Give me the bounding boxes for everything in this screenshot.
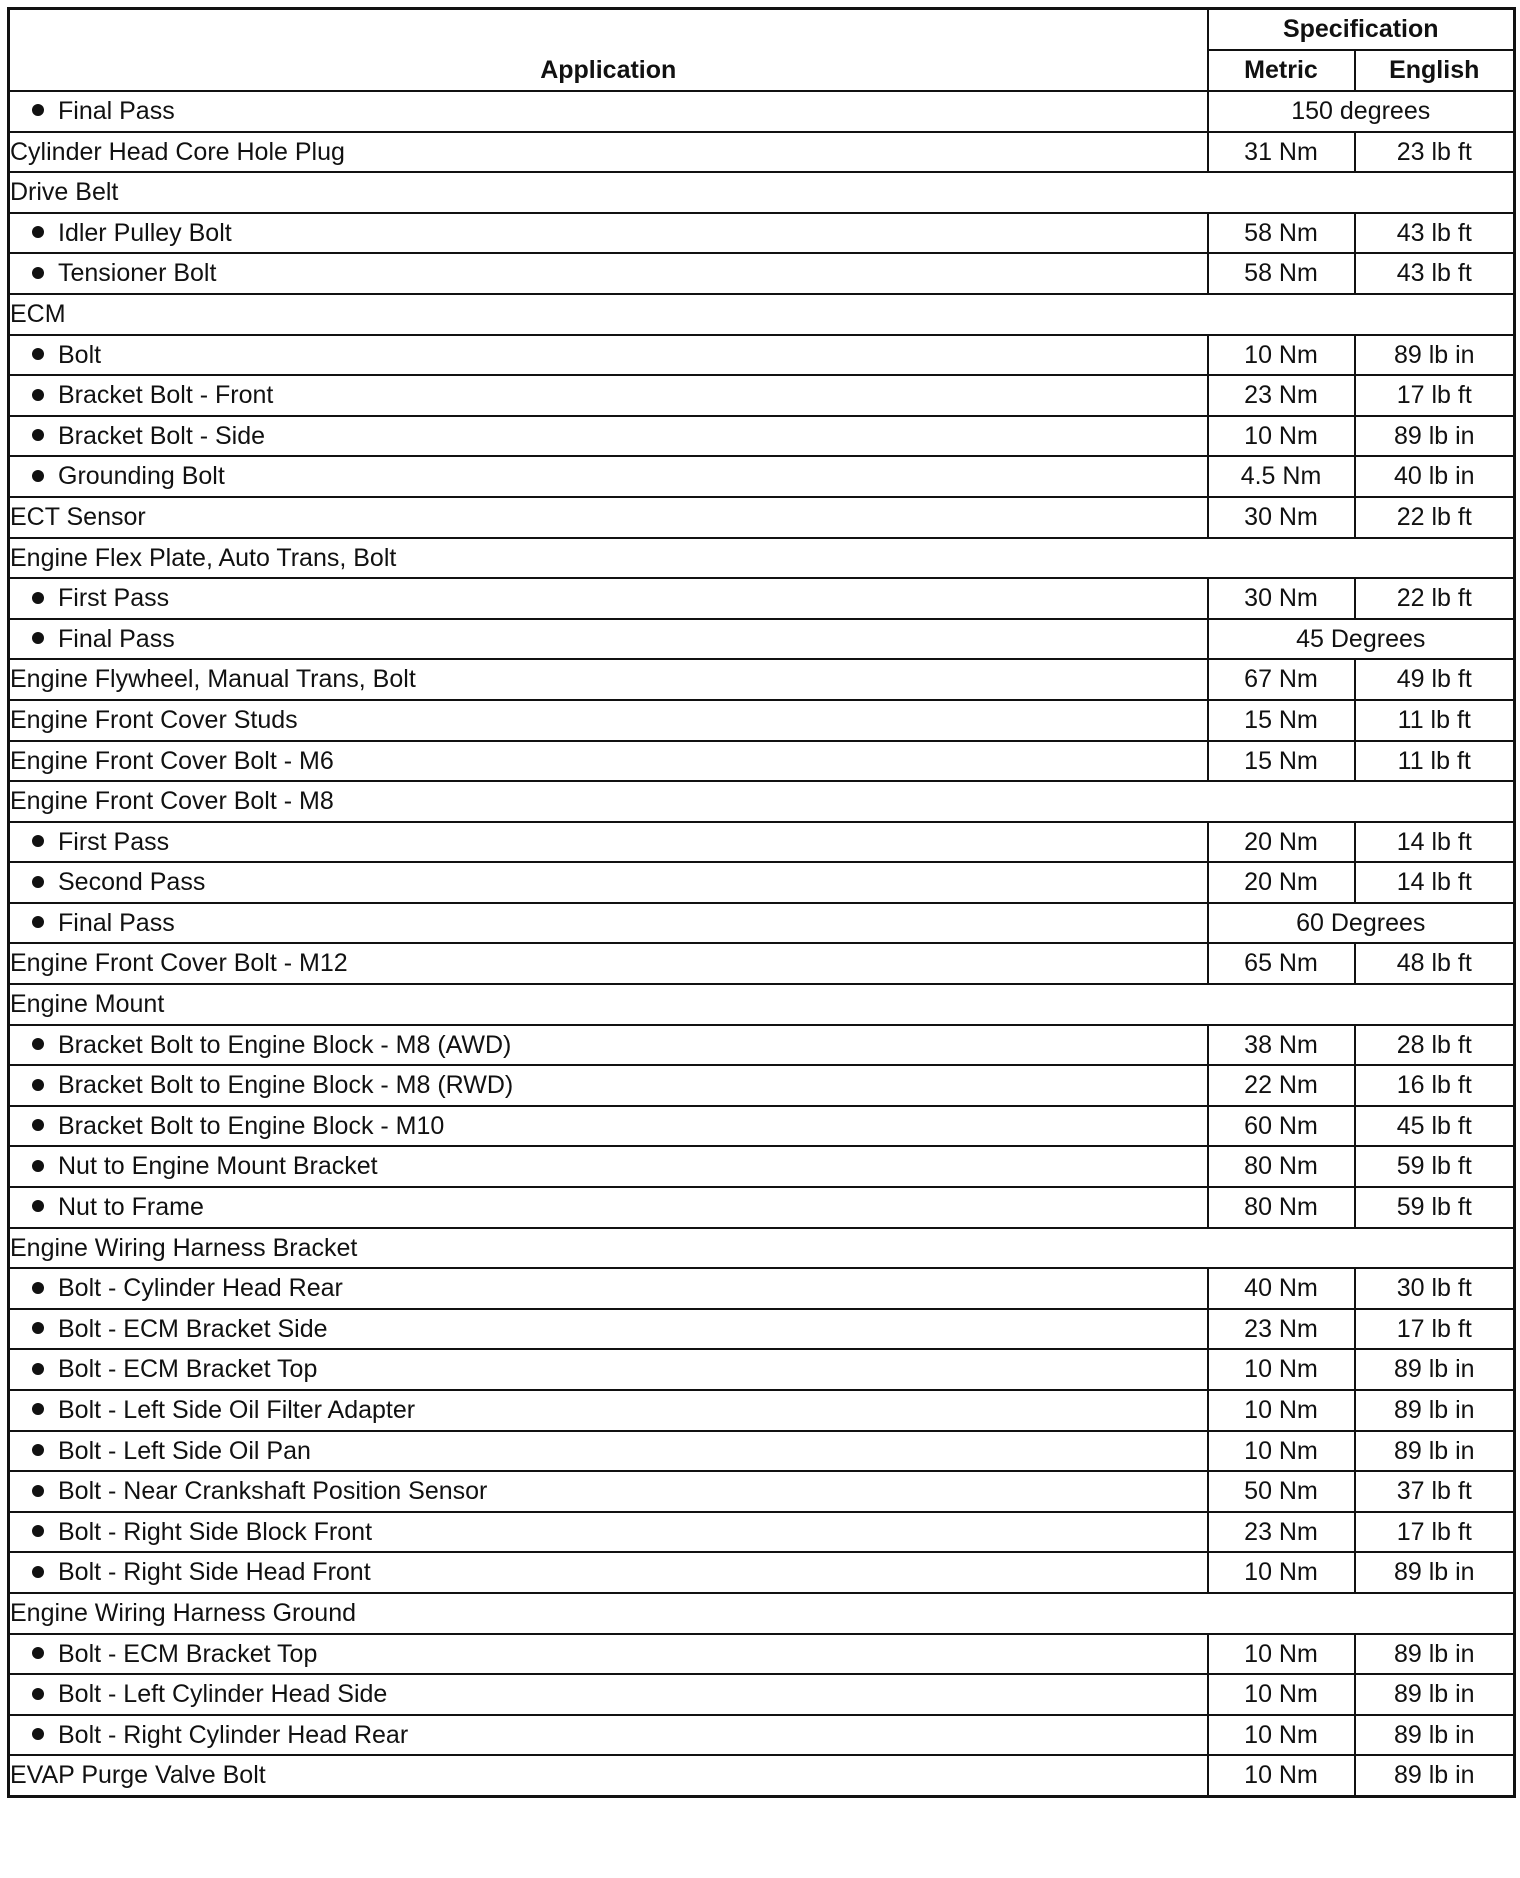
application-label: Bolt - Left Cylinder Head Side: [58, 1680, 388, 1709]
bullet-icon: [32, 1525, 44, 1537]
specification-cell: 150 degrees: [1208, 91, 1515, 132]
table-row: [9, 416, 1515, 457]
application-cell: [9, 1512, 1208, 1553]
table-row: [9, 862, 1515, 903]
table-row: [9, 497, 1515, 538]
metric-cell: 10 Nm: [1208, 1755, 1355, 1796]
application-cell: [9, 538, 1515, 579]
application-label: Cylinder Head Core Hole Plug: [10, 137, 345, 166]
application-cell: [9, 294, 1515, 335]
application-label: Engine Wiring Harness Bracket: [10, 1233, 358, 1262]
application-label: Bracket Bolt to Engine Block - M10: [58, 1111, 445, 1140]
table-body: [9, 91, 1515, 1796]
metric-cell: 10 Nm: [1208, 1390, 1355, 1431]
application-cell: [9, 1187, 1208, 1228]
application-label: Engine Flywheel, Manual Trans, Bolt: [10, 665, 416, 694]
table-row: [9, 1146, 1515, 1187]
metric-cell: 10 Nm: [1208, 1552, 1355, 1593]
table-group-row: [9, 781, 1515, 822]
english-cell: 59 lb ft: [1355, 1187, 1515, 1228]
application-cell: [9, 1471, 1208, 1512]
english-cell: 37 lb ft: [1355, 1471, 1515, 1512]
table-row: [9, 822, 1515, 863]
bullet-icon: [32, 1647, 44, 1659]
application-cell: [9, 700, 1208, 741]
metric-cell: 10 Nm: [1208, 1349, 1355, 1390]
english-cell: 89 lb in: [1355, 1349, 1515, 1390]
application-cell: [9, 781, 1515, 822]
application-cell: [9, 1309, 1208, 1350]
table-row: [9, 132, 1515, 173]
application-cell: [9, 497, 1208, 538]
bullet-icon: [32, 876, 44, 888]
english-cell: 17 lb ft: [1355, 1309, 1515, 1350]
application-cell: [9, 375, 1208, 416]
table-row: [9, 1106, 1515, 1147]
application-cell: [9, 1349, 1208, 1390]
application-cell: [9, 1715, 1208, 1756]
application-cell: [9, 253, 1208, 294]
application-cell: [9, 1228, 1515, 1269]
table-row: [9, 1065, 1515, 1106]
application-cell: [9, 1552, 1208, 1593]
bullet-icon: [32, 1566, 44, 1578]
bullet-icon: [32, 1282, 44, 1294]
metric-cell: 58 Nm: [1208, 213, 1355, 254]
application-label: ECT Sensor: [10, 502, 146, 531]
specification-column-header: Specification: [1208, 9, 1515, 51]
application-cell: [9, 172, 1515, 213]
english-cell: 28 lb ft: [1355, 1025, 1515, 1066]
bullet-icon: [32, 348, 44, 360]
bullet-icon: [32, 1403, 44, 1415]
application-cell: [9, 1755, 1208, 1796]
table-row: [9, 1309, 1515, 1350]
application-cell: [9, 822, 1208, 863]
application-label: Grounding Bolt: [58, 462, 225, 491]
english-column-header: English: [1355, 50, 1515, 91]
application-cell: [9, 1593, 1515, 1634]
application-cell: [9, 1025, 1208, 1066]
bullet-icon: [32, 1079, 44, 1091]
table-row: [9, 578, 1515, 619]
application-label: Nut to Engine Mount Bracket: [58, 1152, 378, 1181]
application-cell: [9, 456, 1208, 497]
metric-cell: 10 Nm: [1208, 335, 1355, 376]
bullet-icon: [32, 104, 44, 116]
application-cell: [9, 741, 1208, 782]
table-row: [9, 1512, 1515, 1553]
table-row: [9, 1715, 1515, 1756]
bullet-icon: [32, 1363, 44, 1375]
bullet-icon: [32, 916, 44, 928]
application-label: Engine Flex Plate, Auto Trans, Bolt: [10, 543, 397, 572]
bullet-icon: [32, 429, 44, 441]
metric-cell: 80 Nm: [1208, 1146, 1355, 1187]
metric-cell: 67 Nm: [1208, 659, 1355, 700]
table-row: [9, 1349, 1515, 1390]
english-cell: 40 lb in: [1355, 456, 1515, 497]
application-cell: [9, 1431, 1208, 1472]
table-row: [9, 700, 1515, 741]
metric-cell: 58 Nm: [1208, 253, 1355, 294]
application-label: Bracket Bolt to Engine Block - M8 (AWD): [58, 1030, 512, 1059]
application-label: ECM: [10, 299, 66, 328]
table-group-row: [9, 1593, 1515, 1634]
metric-cell: 31 Nm: [1208, 132, 1355, 173]
metric-cell: 30 Nm: [1208, 578, 1355, 619]
bullet-icon: [32, 389, 44, 401]
english-cell: 17 lb ft: [1355, 375, 1515, 416]
application-label: Bolt - ECM Bracket Top: [58, 1639, 318, 1668]
english-cell: 43 lb ft: [1355, 213, 1515, 254]
application-cell: [9, 862, 1208, 903]
table-row: [9, 1431, 1515, 1472]
table-row: [9, 1025, 1515, 1066]
application-label: Bolt - Right Cylinder Head Rear: [58, 1720, 409, 1749]
application-cell: [9, 1146, 1208, 1187]
english-cell: 89 lb in: [1355, 1634, 1515, 1675]
application-cell: [9, 213, 1208, 254]
metric-cell: 50 Nm: [1208, 1471, 1355, 1512]
english-cell: 30 lb ft: [1355, 1268, 1515, 1309]
metric-cell: 4.5 Nm: [1208, 456, 1355, 497]
application-cell: [9, 1674, 1208, 1715]
metric-column-header: Metric: [1208, 50, 1355, 91]
bullet-icon: [32, 632, 44, 644]
table-group-row: [9, 172, 1515, 213]
table-row: [9, 1268, 1515, 1309]
application-cell: [9, 659, 1208, 700]
metric-cell: 20 Nm: [1208, 822, 1355, 863]
application-cell: [9, 578, 1208, 619]
table-row: [9, 903, 1515, 944]
english-cell: 59 lb ft: [1355, 1146, 1515, 1187]
bullet-icon: [32, 1728, 44, 1740]
application-label: First Pass: [58, 827, 170, 856]
application-label: First Pass: [58, 584, 170, 613]
application-label: Bracket Bolt - Side: [58, 421, 266, 450]
bullet-icon: [32, 835, 44, 847]
bullet-icon: [32, 470, 44, 482]
english-cell: 89 lb in: [1355, 1390, 1515, 1431]
application-label: Bolt - Cylinder Head Rear: [58, 1274, 343, 1303]
metric-cell: 65 Nm: [1208, 943, 1355, 984]
metric-cell: 40 Nm: [1208, 1268, 1355, 1309]
application-label: Idler Pulley Bolt: [58, 218, 232, 247]
table-group-row: [9, 1228, 1515, 1269]
metric-cell: 23 Nm: [1208, 1512, 1355, 1553]
metric-cell: 10 Nm: [1208, 1674, 1355, 1715]
table-group-row: [9, 538, 1515, 579]
english-cell: 89 lb in: [1355, 1431, 1515, 1472]
application-cell: [9, 91, 1208, 132]
bullet-icon: [32, 1038, 44, 1050]
application-cell: [9, 943, 1208, 984]
table-row: [9, 1634, 1515, 1675]
bullet-icon: [32, 267, 44, 279]
table-row: [9, 91, 1515, 132]
specification-cell: 60 Degrees: [1208, 903, 1515, 944]
metric-cell: 10 Nm: [1208, 1634, 1355, 1675]
application-cell: [9, 984, 1515, 1025]
table-group-row: [9, 984, 1515, 1025]
table-row: [9, 619, 1515, 660]
application-label: Engine Front Cover Studs: [10, 705, 298, 734]
english-cell: 14 lb ft: [1355, 822, 1515, 863]
english-cell: 22 lb ft: [1355, 497, 1515, 538]
bullet-icon: [32, 1444, 44, 1456]
bullet-icon: [32, 1160, 44, 1172]
application-label: Bolt - Near Crankshaft Position Sensor: [58, 1477, 488, 1506]
torque-spec-table: [7, 7, 1516, 1798]
metric-cell: 10 Nm: [1208, 1431, 1355, 1472]
application-label: Tensioner Bolt: [58, 259, 217, 288]
table-row: [9, 456, 1515, 497]
application-label: Bolt - ECM Bracket Top: [58, 1355, 318, 1384]
bullet-icon: [32, 226, 44, 238]
table-row: [9, 741, 1515, 782]
application-label: Bolt - ECM Bracket Side: [58, 1314, 328, 1343]
english-cell: 49 lb ft: [1355, 659, 1515, 700]
english-cell: 89 lb in: [1355, 1552, 1515, 1593]
metric-cell: 15 Nm: [1208, 741, 1355, 782]
table-row: [9, 1674, 1515, 1715]
application-label: Nut to Frame: [58, 1193, 204, 1222]
application-label: Bolt - Right Side Block Front: [58, 1517, 373, 1546]
metric-cell: 23 Nm: [1208, 375, 1355, 416]
application-label: Drive Belt: [10, 178, 119, 207]
application-label: Engine Front Cover Bolt - M6: [10, 746, 334, 775]
application-label: Bolt - Right Side Head Front: [58, 1558, 371, 1587]
table-row: [9, 659, 1515, 700]
english-cell: 89 lb in: [1355, 1755, 1515, 1796]
metric-cell: 60 Nm: [1208, 1106, 1355, 1147]
application-label: Bolt: [58, 340, 102, 369]
metric-cell: 10 Nm: [1208, 416, 1355, 457]
application-label: Engine Front Cover Bolt - M12: [10, 949, 348, 978]
table-row: [9, 335, 1515, 376]
application-label: Final Pass: [58, 97, 175, 125]
english-cell: 43 lb ft: [1355, 253, 1515, 294]
bullet-icon: [32, 1119, 44, 1131]
application-label: Bracket Bolt to Engine Block - M8 (RWD): [58, 1071, 514, 1100]
english-cell: 89 lb in: [1355, 1674, 1515, 1715]
application-label: Bolt - Left Side Oil Pan: [58, 1436, 311, 1465]
english-cell: 23 lb ft: [1355, 132, 1515, 173]
application-cell: [9, 903, 1208, 944]
english-cell: 17 lb ft: [1355, 1512, 1515, 1553]
application-label: Engine Front Cover Bolt - M8: [10, 787, 334, 816]
table-row: [9, 1471, 1515, 1512]
metric-cell: 80 Nm: [1208, 1187, 1355, 1228]
metric-cell: 10 Nm: [1208, 1715, 1355, 1756]
metric-cell: 30 Nm: [1208, 497, 1355, 538]
bullet-icon: [32, 1322, 44, 1334]
bullet-icon: [32, 1688, 44, 1700]
application-label: Final Pass: [58, 908, 175, 937]
table-group-row: [9, 294, 1515, 335]
application-cell: [9, 416, 1208, 457]
english-cell: 45 lb ft: [1355, 1106, 1515, 1147]
table-row: [9, 1187, 1515, 1228]
application-cell: [9, 1268, 1208, 1309]
application-cell: [9, 1634, 1208, 1675]
application-label: EVAP Purge Valve Bolt: [10, 1761, 266, 1790]
application-label: Second Pass: [58, 868, 206, 897]
metric-cell: 20 Nm: [1208, 862, 1355, 903]
english-cell: 89 lb in: [1355, 416, 1515, 457]
english-cell: 48 lb ft: [1355, 943, 1515, 984]
application-cell: [9, 1390, 1208, 1431]
bullet-icon: [32, 1200, 44, 1212]
application-cell: [9, 1106, 1208, 1147]
application-label: Final Pass: [58, 624, 175, 653]
english-cell: 11 lb ft: [1355, 700, 1515, 741]
metric-cell: 15 Nm: [1208, 700, 1355, 741]
application-label: Engine Mount: [10, 990, 165, 1019]
table-row: [9, 1390, 1515, 1431]
table-row: [9, 375, 1515, 416]
english-cell: 89 lb in: [1355, 335, 1515, 376]
application-cell: [9, 619, 1208, 660]
table-row: [9, 943, 1515, 984]
application-cell: [9, 335, 1208, 376]
english-cell: 11 lb ft: [1355, 741, 1515, 782]
application-label: Bolt - Left Side Oil Filter Adapter: [58, 1396, 416, 1424]
table-row: [9, 253, 1515, 294]
bullet-icon: [32, 1485, 44, 1497]
english-cell: 22 lb ft: [1355, 578, 1515, 619]
metric-cell: 38 Nm: [1208, 1025, 1355, 1066]
application-cell: [9, 1065, 1208, 1106]
specification-cell: 45 Degrees: [1208, 619, 1515, 660]
metric-cell: 23 Nm: [1208, 1309, 1355, 1350]
english-cell: 14 lb ft: [1355, 862, 1515, 903]
application-label: Bracket Bolt - Front: [58, 381, 274, 410]
table-row: [9, 213, 1515, 254]
metric-cell: 22 Nm: [1208, 1065, 1355, 1106]
application-cell: [9, 132, 1208, 173]
table-row: [9, 1755, 1515, 1796]
table-header: [9, 9, 1515, 92]
english-cell: 89 lb in: [1355, 1715, 1515, 1756]
application-column-header: Application: [9, 9, 1208, 92]
application-label: Engine Wiring Harness Ground: [10, 1598, 356, 1627]
bullet-icon: [32, 592, 44, 604]
table-row: [9, 1552, 1515, 1593]
english-cell: 16 lb ft: [1355, 1065, 1515, 1106]
